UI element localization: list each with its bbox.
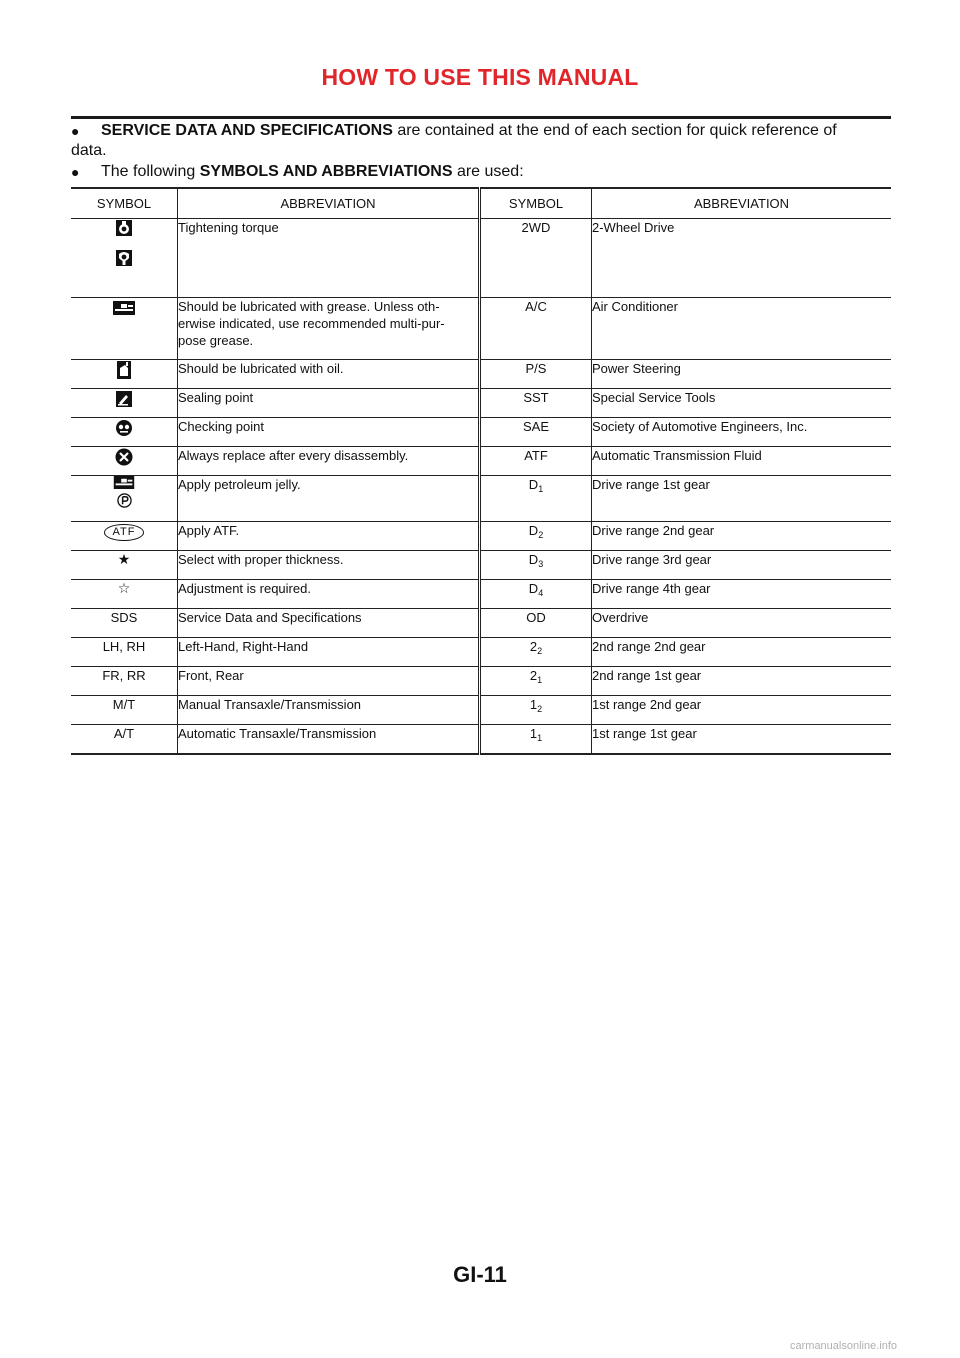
code-cell [480, 360, 592, 389]
code-subscript: 2 [537, 646, 543, 656]
symbol-cell: FR, RR [71, 667, 178, 696]
code-cell [480, 219, 592, 298]
table-row [71, 609, 891, 638]
code-cell [480, 389, 592, 418]
code-text: P/S [525, 361, 547, 376]
code-cell [480, 580, 592, 609]
code-text: 2WD [521, 220, 551, 235]
meaning-cell: 2nd range 2nd gear [592, 638, 892, 667]
atf-oval-icon [104, 524, 145, 541]
symbol-cell: LH, RH [71, 638, 178, 667]
code-cell [480, 551, 592, 580]
intro-text-part: are contained at the end of each section for quick reference of [397, 122, 837, 139]
abbreviation-cell: Automatic Transaxle/Transmission [178, 725, 480, 754]
code-subscript: 2 [537, 704, 543, 714]
abbreviation-cell: Sealing point [178, 389, 480, 418]
table-row [71, 725, 891, 754]
oil-can-icon [117, 361, 131, 379]
meaning-cell: Drive range 2nd gear [592, 522, 892, 551]
bullet-icon: ● [71, 123, 80, 139]
filled-star-icon: ★ [117, 551, 131, 567]
code-cell [480, 476, 592, 522]
table-row [71, 219, 891, 298]
grease-gun-icon [113, 301, 135, 315]
code-subscript: 1 [537, 733, 543, 743]
abbreviation-cell: Left-Hand, Right-Hand [178, 638, 480, 667]
intro-prefix: The following [101, 163, 196, 180]
abbreviation-cell: Adjustment is required. [178, 580, 480, 609]
code-subscript: 4 [538, 588, 544, 598]
code-cell [480, 447, 592, 476]
symbol-cell [71, 476, 178, 522]
code-cell [480, 725, 592, 754]
code-subscript: 2 [538, 530, 544, 540]
header-symbol-right: SYMBOL [480, 188, 592, 219]
code-text: OD [526, 610, 546, 625]
table-row [71, 389, 891, 418]
intro-text-part: are used: [456, 163, 524, 180]
code-cell [480, 522, 592, 551]
code-subscript: 1 [537, 675, 543, 685]
code-cell [480, 638, 592, 667]
header-abbreviation-left: ABBREVIATION [178, 188, 480, 219]
header-symbol-left: SYMBOL [71, 188, 178, 219]
code-text: 2 [529, 639, 538, 654]
code-text: D [528, 552, 539, 567]
table-row [71, 476, 891, 522]
meaning-cell: Drive range 4th gear [592, 580, 892, 609]
abbreviation-cell: Should be lubricated with oil. [178, 360, 480, 389]
meaning-cell: 2nd range 1st gear [592, 667, 892, 696]
meaning-cell: 1st range 1st gear [592, 725, 892, 754]
meaning-cell: Automatic Transmission Fluid [592, 447, 892, 476]
code-cell [480, 667, 592, 696]
table-row [71, 551, 891, 580]
page-number: GI-11 [453, 1262, 507, 1287]
grease-gun-icon [113, 476, 135, 489]
table-row [71, 696, 891, 725]
replace-x-icon [115, 448, 133, 466]
meaning-cell: Air Conditioner [592, 298, 892, 360]
code-cell [480, 418, 592, 447]
abbreviation-cell: Apply petroleum jelly. [178, 476, 480, 522]
intro-bullet-1 [71, 121, 891, 161]
header-abbreviation-right: ABBREVIATION [592, 188, 892, 219]
table-row [71, 638, 891, 667]
symbol-cell [71, 580, 178, 609]
abbreviation-cell: Apply ATF. [178, 522, 480, 551]
title-rule [71, 116, 891, 119]
code-text: 2 [529, 668, 538, 683]
abbreviation-cell: Checking point [178, 418, 480, 447]
checking-point-icon [115, 419, 133, 437]
code-text: A/C [525, 299, 547, 314]
code-text: SAE [522, 419, 549, 434]
symbol-cell [71, 522, 178, 551]
symbol-cell: M/T [71, 696, 178, 725]
table-row [71, 522, 891, 551]
symbol-cell: SDS [71, 609, 178, 638]
code-cell [480, 298, 592, 360]
symbol-cell [71, 298, 178, 360]
code-cell [480, 696, 592, 725]
meaning-cell: Drive range 1st gear [592, 476, 892, 522]
abbreviation-cell: Always replace after every disassembly. [178, 447, 480, 476]
meaning-cell: Drive range 3rd gear [592, 551, 892, 580]
page-title: HOW TO USE THIS MANUAL [321, 64, 639, 90]
meaning-cell: 2-Wheel Drive [592, 219, 892, 298]
watermark: carmanualsonline.info [790, 1340, 898, 1352]
bullet-icon: ● [71, 164, 80, 180]
abbreviation-cell: Should be lubricated with grease. Unless oth- erwise indicated, use recommended multi-pur- pose grease. [178, 298, 480, 360]
table-header-row [71, 188, 891, 219]
symbol-cell [71, 418, 178, 447]
symbol-cell: A/T [71, 725, 178, 754]
intro-bold: SERVICE DATA AND SPECIFICATIONS [101, 122, 393, 139]
meaning-cell: Overdrive [592, 609, 892, 638]
intro-bullet-2 [71, 162, 891, 182]
abbreviation-cell: Tightening torque [178, 219, 480, 298]
meaning-cell: 1st range 2nd gear [592, 696, 892, 725]
meaning-cell: Power Steering [592, 360, 892, 389]
abbreviation-cell: Front, Rear [178, 667, 480, 696]
petroleum-p-icon [117, 493, 132, 508]
abbreviation-cell: Service Data and Specifications [178, 609, 480, 638]
symbol-cell [71, 447, 178, 476]
symbol-cell [71, 551, 178, 580]
table-row [71, 418, 891, 447]
code-text: SST [523, 390, 549, 405]
symbols-table [71, 187, 891, 755]
intro-continuation: data. [71, 142, 107, 159]
abbreviation-cell: Select with proper thickness. [178, 551, 480, 580]
code-cell [480, 609, 592, 638]
code-subscript: 3 [538, 559, 544, 569]
torque-wrench-alt-icon [115, 249, 133, 267]
meaning-cell: Special Service Tools [592, 389, 892, 418]
sealant-icon [116, 391, 132, 407]
code-subscript: 1 [538, 484, 544, 494]
code-text: D [528, 581, 539, 596]
table-row [71, 667, 891, 696]
code-text: ATF [524, 448, 548, 463]
code-text: D [528, 477, 539, 492]
table-row [71, 298, 891, 360]
symbol-cell [71, 389, 178, 418]
code-text: 1 [529, 726, 538, 741]
intro-text [71, 121, 891, 182]
abbreviation-cell: Manual Transaxle/Transmission [178, 696, 480, 725]
code-text: D [528, 523, 539, 538]
torque-wrench-icon [115, 219, 133, 237]
symbol-cell [71, 360, 178, 389]
table-row [71, 360, 891, 389]
table-row [71, 447, 891, 476]
hollow-star-icon: ☆ [117, 580, 131, 596]
table-row [71, 580, 891, 609]
code-text: 1 [529, 697, 538, 712]
intro-bold: SYMBOLS AND ABBREVIATIONS [199, 163, 453, 180]
meaning-cell: Society of Automotive Engineers, Inc. [592, 418, 892, 447]
atf-oval-label: ATF [112, 526, 136, 538]
symbol-cell [71, 219, 178, 298]
